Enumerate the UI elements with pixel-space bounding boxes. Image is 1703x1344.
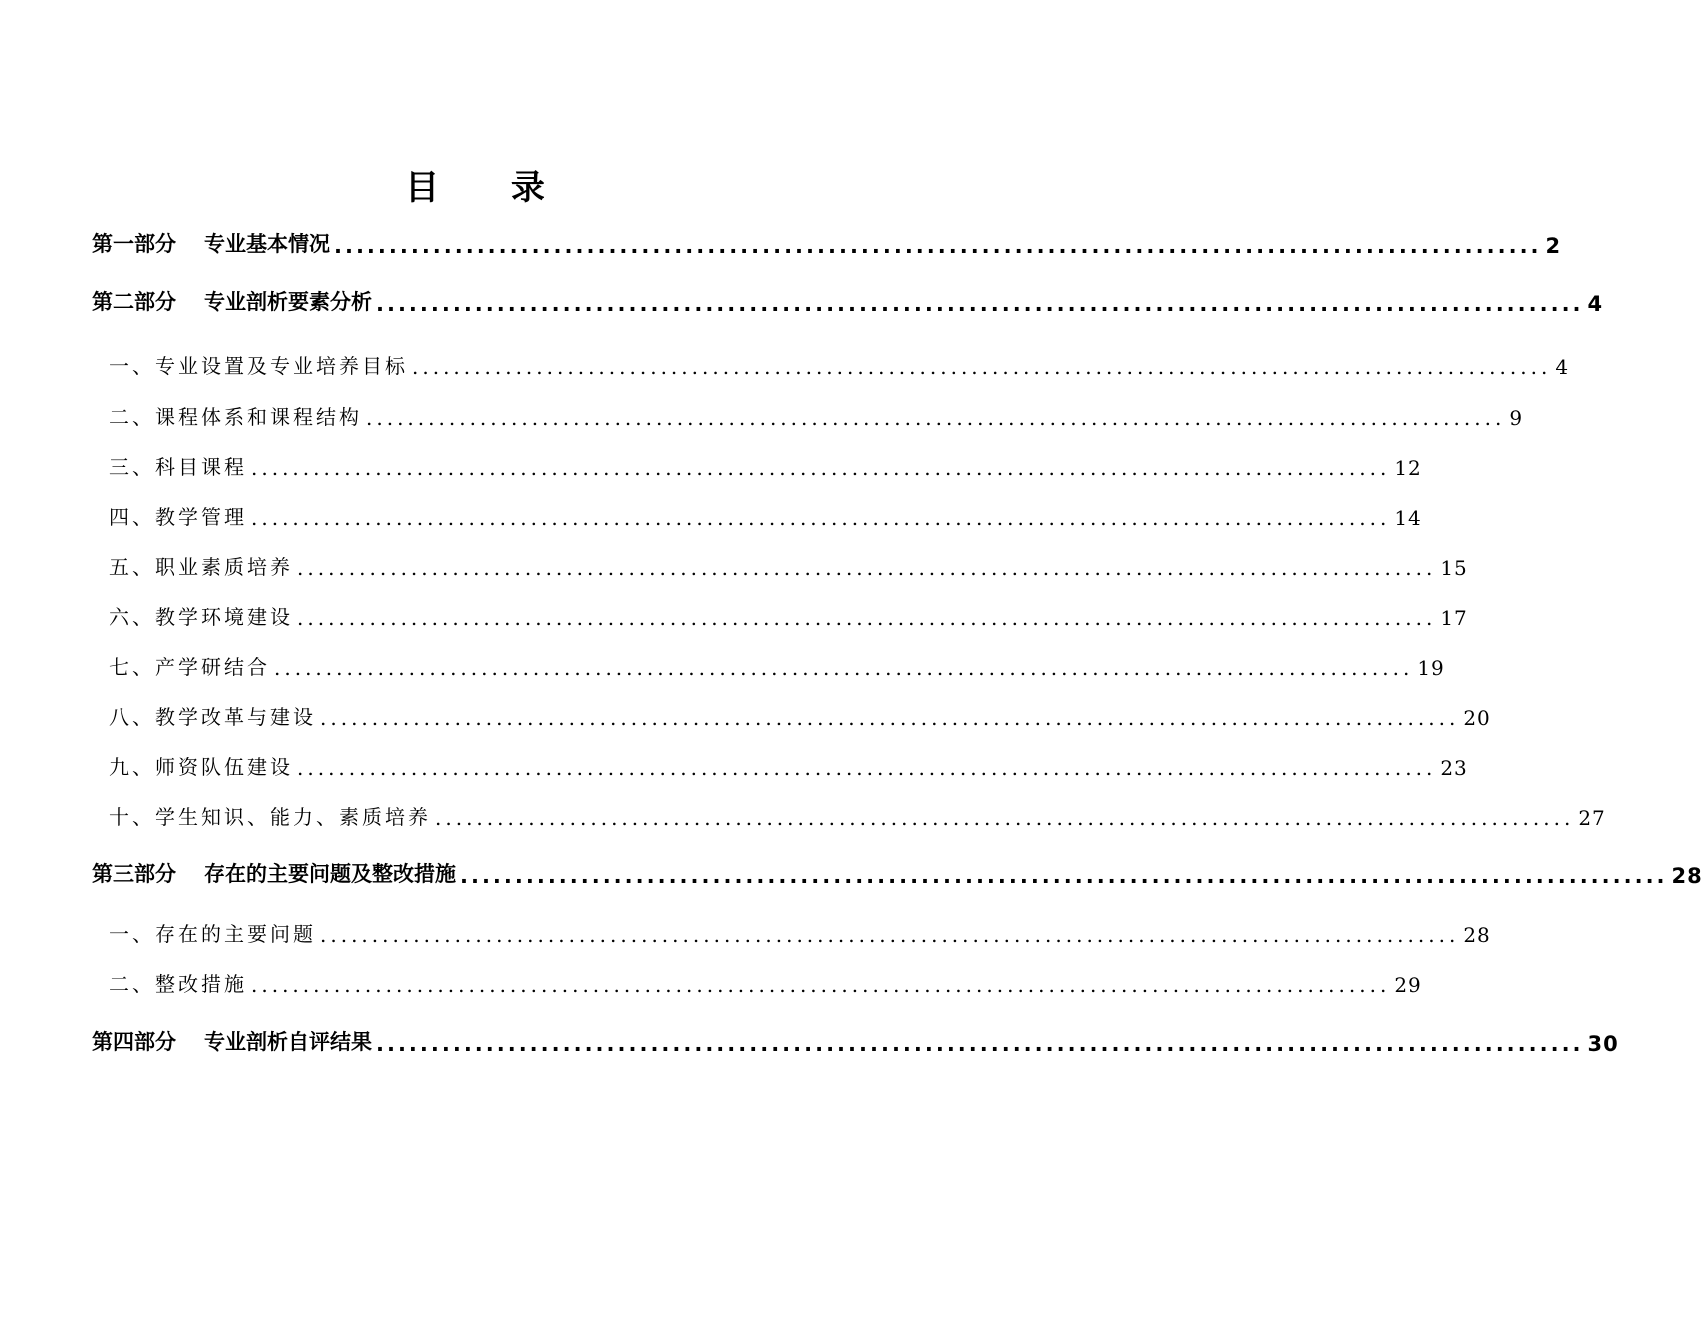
toc-entry-label: 六、教学环境建设 <box>109 605 293 629</box>
toc-entry-3-1[interactable] <box>92 918 1491 947</box>
toc-page-number: 4 <box>1555 355 1570 379</box>
toc-dot-leader: .............................................................................................................. <box>320 923 1460 947</box>
toc-dot-leader: .............................................................................................................. <box>297 756 1437 780</box>
toc-entry-label: 九、师资队伍建设 <box>109 755 293 779</box>
toc-dot-leader: .............................................................................................................. <box>297 606 1437 630</box>
toc-page-number: 17 <box>1440 606 1468 630</box>
toc-dot-leader: .............................................................................................................. <box>251 506 1391 530</box>
toc-entry-label: 二、课程体系和课程结构 <box>109 405 362 429</box>
toc-page-number: 4 <box>1587 292 1604 316</box>
toc-entry-label: 十、学生知识、能力、素质培养 <box>109 805 431 829</box>
toc-entry-label: 七、产学研结合 <box>109 655 270 679</box>
toc-page-number: 27 <box>1578 806 1606 830</box>
toc-entry-label: 一、存在的主要问题 <box>109 922 316 946</box>
toc-dot-leader: .............................................................................................................. <box>297 556 1437 580</box>
toc-page-number: 28 <box>1671 864 1703 888</box>
toc-entry-part-2[interactable] <box>92 286 1604 316</box>
toc-entry-part-1[interactable] <box>92 228 1562 258</box>
toc-entry-2-4[interactable] <box>92 501 1422 530</box>
toc-page-number: 23 <box>1440 756 1468 780</box>
toc-page-number: 15 <box>1440 556 1468 580</box>
toc-entry-label: 第一部分 专业基本情况 <box>92 232 330 256</box>
toc-entry-part-3[interactable] <box>92 858 1703 888</box>
toc-entry-3-2[interactable] <box>92 968 1422 997</box>
toc-entry-2-1[interactable] <box>92 350 1570 379</box>
toc-page-number: 14 <box>1394 506 1422 530</box>
toc-entry-label: 第四部分 专业剖析自评结果 <box>92 1030 372 1054</box>
toc-title: 目 录 <box>405 168 575 208</box>
toc-entry-label: 五、职业素质培养 <box>109 555 293 579</box>
toc-page-number: 19 <box>1417 656 1445 680</box>
toc-entry-label: 第二部分 专业剖析要素分析 <box>92 290 372 314</box>
toc-entry-2-10[interactable] <box>92 801 1606 830</box>
toc-dot-leader: .............................................................................................................. <box>412 355 1552 379</box>
toc-entry-2-6[interactable] <box>92 601 1468 630</box>
toc-page-number: 29 <box>1394 973 1422 997</box>
toc-entry-2-2[interactable] <box>92 401 1524 430</box>
toc-page-number: 2 <box>1545 234 1562 258</box>
toc-entry-label: 第三部分 存在的主要问题及整改措施 <box>92 862 456 886</box>
toc-dot-leader: .............................................................................................................. <box>366 406 1506 430</box>
toc-page-number: 30 <box>1587 1032 1619 1056</box>
toc-dot-leader: .............................................................................................................. <box>435 806 1575 830</box>
toc-dot-leader: .............................................................................................................. <box>460 864 1668 888</box>
toc-entry-2-3[interactable] <box>92 451 1422 480</box>
toc-dot-leader: .............................................................................................................. <box>251 973 1391 997</box>
toc-page-number: 12 <box>1394 456 1422 480</box>
toc-entry-label: 二、整改措施 <box>109 972 247 996</box>
toc-entry-label: 四、教学管理 <box>109 505 247 529</box>
toc-entry-2-7[interactable] <box>92 651 1445 680</box>
toc-dot-leader: .............................................................................................................. <box>376 292 1584 316</box>
toc-entry-label: 三、科目课程 <box>109 455 247 479</box>
toc-entry-label: 一、专业设置及专业培养目标 <box>109 354 408 378</box>
toc-entry-part-4[interactable] <box>92 1026 1619 1056</box>
toc-entry-2-8[interactable] <box>92 701 1491 730</box>
toc-page-number: 20 <box>1463 706 1491 730</box>
toc-entry-label: 八、教学改革与建设 <box>109 705 316 729</box>
toc-dot-leader: .............................................................................................................. <box>274 656 1414 680</box>
toc-page-number: 28 <box>1463 923 1491 947</box>
toc-dot-leader: .............................................................................................................. <box>334 234 1542 258</box>
toc-dot-leader: .............................................................................................................. <box>376 1032 1584 1056</box>
toc-entry-2-5[interactable] <box>92 551 1468 580</box>
toc-page-number: 9 <box>1509 406 1524 430</box>
toc-dot-leader: .............................................................................................................. <box>320 706 1460 730</box>
toc-entry-2-9[interactable] <box>92 751 1468 780</box>
toc-dot-leader: .............................................................................................................. <box>251 456 1391 480</box>
